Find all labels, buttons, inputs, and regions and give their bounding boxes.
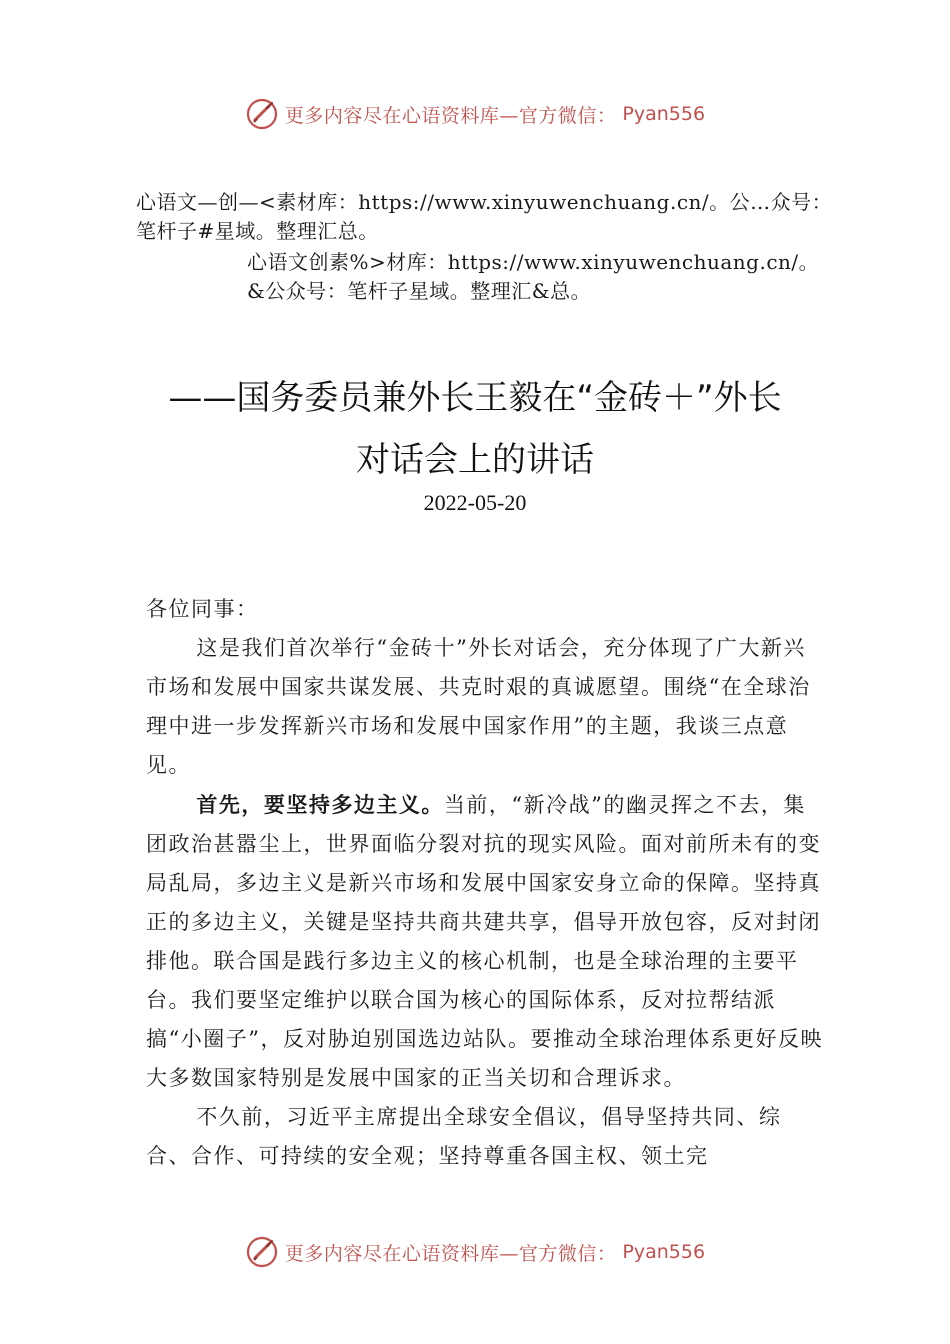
banner-text: 更多内容尽在心语资料库—官方微信：	[284, 104, 617, 127]
banner-wechat-id: Pyan556	[622, 1241, 706, 1263]
paragraph-3: 不久前，习近平主席提出全球安全倡议，倡导坚持共同、综合、合作、可持续的安全观；坚持尊重各国主权、领土完	[146, 1105, 782, 1168]
paragraph-2-lead: 首先，要坚持多边主义。	[196, 792, 444, 817]
speech-date: 2022-05-20	[423, 490, 527, 515]
paragraph-2	[146, 785, 826, 1098]
speech-title-line-2: 对话会上的讲话	[356, 440, 594, 480]
logo-icon	[245, 1235, 279, 1269]
logo-icon	[245, 97, 279, 131]
banner-wechat-id: Pyan556	[622, 103, 706, 125]
banner-text: 更多内容尽在心语资料库—官方微信：	[284, 1242, 617, 1265]
paragraph-1: 这是我们首次举行“金砖十”外长对话会，充分体现了广大新兴市场和发展中国家共谋发展、共克时艰的真诚愿望。围绕“在全球治理中进一步发挥新兴市场和发展中国家作用”的主题，我谈三点意见。	[146, 636, 811, 777]
source-line-1: 心语文—创—<素材库：https://www.xinyuwenchuang.cn/。公…众号：笔杆子#星域。整理汇总。	[136, 190, 833, 243]
source-line-2: 心语文创素%>材库：https://www.xinyuwenchuang.cn/。&公众号：笔杆子星域。整理汇&总。	[247, 250, 820, 303]
header-banner	[0, 94, 950, 134]
salutation: 各位同事：	[146, 597, 259, 621]
speech-title-line-1: ——国务委员兼外长王毅在“金砖＋”外长	[168, 378, 782, 418]
footer-banner	[0, 1232, 950, 1272]
speech-body	[146, 590, 826, 1176]
paragraph-2-text: 当前，“新冷战”的幽灵挥之不去，集团政治甚嚣尘上，世界面临分裂对抗的现实风险。面对前所未有的变局乱局，多边主义是新兴市场和发展中国家安身立命的保障。坚持真正的多边主义，关键是坚持共商共建共享，倡导开放包容，反对封闭排他。联合国是践行多边主义的核心机制，也是全球治理的主要平台。我们要坚定维护以联合国为核心的国际体系，反对拉帮结派搞“小圈子”，反对胁迫别国选边站队。要推动全球治理体系更好反映大多数国家特别是发展中国家的正当关切和合理诉求。	[146, 793, 823, 1090]
